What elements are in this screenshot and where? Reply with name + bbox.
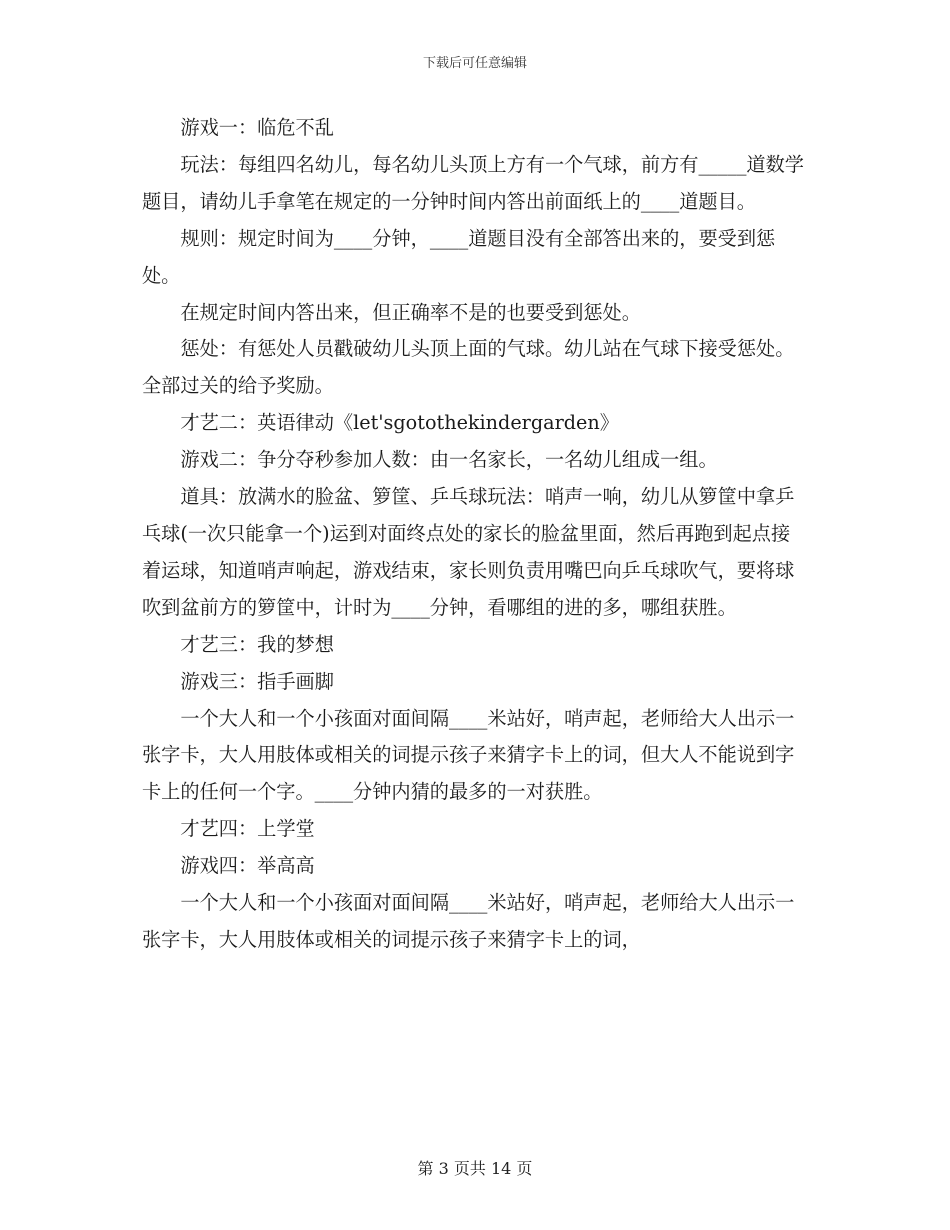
- document-body: [142, 110, 808, 959]
- paragraph-game-3-desc: 一个大人和一个小孩面对面间隔____米站好，哨声起，老师给大人出示一张字卡，大人用肢体或相关的词提示孩子来猜字卡上的词，但大人不能说到字卡上的任何一个字。____分钟内猜的最多的一对获胜。: [142, 706, 795, 804]
- paragraph-game-4-desc: 一个大人和一个小孩面对面间隔____米站好，哨声起，老师给大人出示一张字卡，大人用肢体或相关的词提示孩子来猜字卡上的词，: [142, 891, 795, 951]
- page-header: 下载后可任意编辑: [422, 56, 527, 71]
- paragraph-game-3-title: 游戏三：指手画脚: [180, 669, 334, 693]
- paragraph-game-2-props: 道具：放满水的脸盆、箩筐、乒乓球玩法：哨声一响，幼儿从箩筐中拿乒乓球(一次只能拿一个)运到对面终点处的家长的脸盆里面，然后再跑到起点接着运球，知道哨声响起，游戏结束，家长则负责用嘴巴向乒乓球吹气，要将球吹到盆前方的箩筐中，计时为____分钟，看哪组的进的多，哪组获胜。: [142, 485, 795, 619]
- paragraph-talent-4: 才艺四：上学堂: [180, 817, 315, 841]
- paragraph-game-1-rules-play: 玩法：每组四名幼儿，每名幼儿头顶上方有一个气球，前方有_____道数学题目，请幼儿手拿笔在规定的一分钟时间内答出前面纸上的____道题目。: [142, 152, 804, 213]
- paragraph-talent-2: 才艺二：英语律动《let'sgotothekindergarden》: [180, 411, 619, 435]
- page-number-footer: 第 3 页共 14 页: [417, 1159, 533, 1178]
- paragraph-game-4-title: 游戏四：举高高: [180, 854, 315, 878]
- paragraph-game-2-title: 游戏二：争分夺秒参加人数：由一名家长，一名幼儿组成一组。: [180, 448, 718, 472]
- paragraph-game-1-accuracy: 在规定时间内答出来，但正确率不是的也要受到惩处。: [180, 300, 641, 324]
- paragraph-game-1-rules: 规则：规定时间为____分钟，____道题目没有全部答出来的，要受到惩处。: [142, 226, 776, 287]
- paragraph-game-1-penalty: 惩处：有惩处人员戳破幼儿头顶上面的气球。幼儿站在气球下接受惩处。全部过关的给予奖励。: [142, 337, 795, 398]
- paragraph-talent-3: 才艺三：我的梦想: [180, 632, 334, 656]
- paragraph-game-1-title: 游戏一：临危不乱: [180, 116, 334, 139]
